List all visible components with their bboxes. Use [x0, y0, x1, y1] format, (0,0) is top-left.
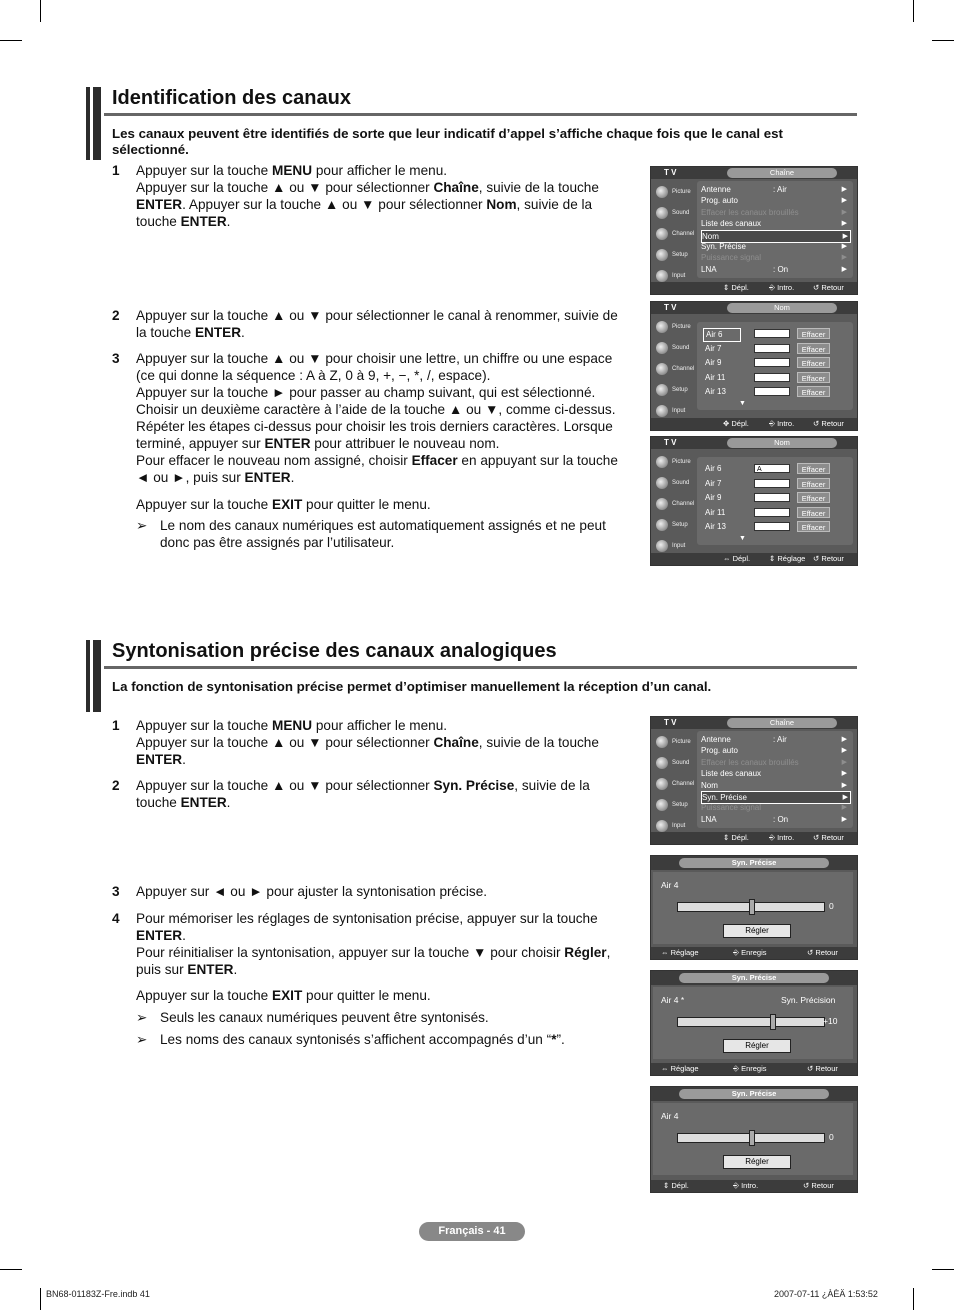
- menu-panel: [697, 731, 853, 828]
- sidebar-icon: [656, 519, 668, 531]
- sidebar-item: [654, 183, 694, 203]
- step-line: Appuyer sur la touche ▲ ou ▼ pour sélectionner Chaîne, suivie de la touche ENTER.: [136, 735, 599, 767]
- menu-item-label: Puissance signal: [701, 253, 762, 263]
- section-bar: [86, 640, 101, 712]
- footer-hint: ↺ Retour: [813, 554, 844, 563]
- arrow-right-icon: ▶: [841, 815, 847, 823]
- channel-row: [703, 343, 843, 355]
- step: [112, 350, 627, 486]
- menu-item-label: LNA: [701, 264, 717, 274]
- syn-value: 0: [829, 1132, 834, 1142]
- footer-hint: ⇕ Réglage: [769, 554, 806, 563]
- sidebar-item: [654, 246, 694, 266]
- channel-label: Air 6: [703, 328, 741, 342]
- step-line: Appuyer sur la touche ▲ ou ▼ pour choisir une lettre, un chiffre ou une espace (ce qui donne la séquence : A à Z, 0 à 9, +, −, *, /, espace).: [136, 351, 613, 383]
- step: [112, 162, 627, 230]
- syn-title: Syn. Précise: [679, 973, 829, 983]
- step-number: 1: [112, 718, 120, 733]
- menu-item-label: Syn. Précise: [701, 242, 746, 251]
- step-number: 2: [112, 778, 120, 793]
- menu-item-label: Prog. auto: [701, 196, 738, 206]
- tv-screen-syn-precise-2: [650, 970, 858, 1076]
- sidebar-label: Input: [672, 408, 686, 414]
- step: [112, 717, 627, 768]
- crop-mark: [40, 1288, 41, 1310]
- sidebar-label: Input: [672, 543, 686, 549]
- step-line: Pour mémoriser les réglages de syntonisation précise, appuyer sur la touche ENTER.: [136, 911, 598, 943]
- step-number: 3: [112, 884, 120, 899]
- tv-footer: [651, 1063, 857, 1075]
- step-line: Appuyer sur ◄ ou ► pour ajuster la syntonisation précise.: [136, 884, 488, 899]
- footer-hint: ⎆ Enregis: [733, 948, 767, 957]
- menu-item-value: : On: [773, 814, 789, 824]
- section-intro: La fonction de syntonisation précise permet d’optimiser manuellement la réception d’un canal.: [112, 679, 712, 694]
- channel-label: Air 7: [705, 343, 722, 353]
- erase-button: Effacer: [797, 343, 830, 354]
- tv-screen-chaine-syn: [650, 716, 858, 845]
- menu-item-label: Puissance signal: [701, 803, 762, 813]
- tv-label: T V: [664, 718, 677, 727]
- tv-screen-syn-precise-1: [650, 855, 858, 960]
- footer-hint: ⎆ Intro.: [733, 1181, 759, 1190]
- menu-item-label: LNA: [701, 814, 717, 824]
- sidebar-item: [654, 360, 694, 380]
- syn-panel: [653, 987, 853, 1059]
- channel-label: Air 11: [705, 507, 726, 517]
- name-field: [754, 479, 790, 488]
- sidebar-item: [654, 204, 694, 224]
- syn-slider-track: [677, 1017, 825, 1027]
- name-field: A: [754, 464, 790, 473]
- footer-hint: ⇔ Réglage: [661, 1064, 699, 1073]
- step-number: 2: [112, 308, 120, 323]
- sidebar-label: Setup: [672, 522, 688, 528]
- menu-item-label: Liste des canaux: [701, 769, 762, 779]
- sidebar-item: [654, 754, 694, 774]
- sidebar-item: [654, 775, 694, 795]
- scroll-down-icon: ▼: [739, 400, 746, 407]
- menu-item: [701, 241, 849, 252]
- step-number: 1: [112, 163, 120, 178]
- sidebar-icon: [656, 498, 668, 510]
- crop-mark: [0, 40, 22, 41]
- name-field: [754, 508, 790, 517]
- note: ➢ Seuls les canaux numériques peuvent être syntonisés.: [136, 1010, 489, 1025]
- syn-value: +10: [823, 1016, 838, 1026]
- footer-hint: ⇔ Réglage: [661, 948, 699, 957]
- syn-slider-thumb: [749, 1130, 755, 1146]
- step: [112, 910, 627, 978]
- name-panel: [697, 457, 853, 545]
- sidebar-label: Setup: [672, 802, 688, 808]
- tv-footer: [651, 418, 857, 430]
- tv-tab: Nom: [727, 303, 837, 313]
- crop-mark: [40, 0, 41, 22]
- syn-header: [651, 971, 857, 985]
- menu-item: [701, 802, 849, 813]
- menu-item-label: Nom: [701, 780, 718, 790]
- menu-item-label: Antenne: [701, 185, 731, 194]
- sidebar-icon: [656, 186, 668, 198]
- channel-row: [703, 463, 843, 475]
- sidebar-label: Sound: [672, 210, 690, 216]
- erase-button: Effacer: [797, 328, 830, 339]
- step-line: Appuyer sur la touche ▲ ou ▼ pour sélectionner le canal à renommer, suivie de la touche ENTER.: [136, 308, 618, 340]
- step-line: Appuyer sur la touche ▲ ou ▼ pour sélectionner Syn. Précise, suivie de la touche ENTER.: [136, 778, 590, 810]
- sidebar-icon: [656, 270, 668, 282]
- menu-item-label: Effacer les canaux brouillés: [701, 757, 799, 767]
- name-field: [754, 344, 790, 353]
- regler-button: Régler: [723, 1039, 791, 1053]
- channel-row: [703, 386, 843, 398]
- erase-button: Effacer: [797, 507, 830, 518]
- step-line: Pour effacer le nouveau nom assigné, choisir Effacer en appuyant sur la touche ◄ ou ►, puis sur ENTER.: [136, 453, 618, 485]
- menu-item: [701, 734, 849, 745]
- tv-footer: [651, 282, 857, 294]
- tv-footer: [651, 1180, 857, 1192]
- sidebar-label: Channel: [672, 366, 695, 372]
- exit-instruction: Appuyer sur la touche EXIT pour quitter le menu.: [136, 497, 431, 512]
- sidebar-icon: [656, 757, 668, 769]
- regler-button: Régler: [723, 1155, 791, 1169]
- syn-channel: Air 4: [661, 1111, 679, 1121]
- footer-hint: ✥ Dépl.: [723, 419, 749, 428]
- step-line: Appuyer sur la touche ▲ ou ▼ pour sélectionner Chaîne, suivie de la touche ENTER. Appuyer sur la touche ▲ ou ▼ pour sélectionner Nom, suivie de la touche ENTER.: [136, 180, 599, 229]
- sidebar-item: [654, 225, 694, 245]
- menu-item-label: Effacer les canaux brouillés: [701, 207, 799, 217]
- channel-row: [703, 328, 843, 340]
- channel-label: Air 9: [705, 358, 722, 367]
- arrow-right-icon: ▶: [841, 781, 847, 789]
- arrow-right-icon: ▶: [842, 794, 848, 801]
- menu-panel: [697, 181, 853, 278]
- tv-label: T V: [664, 303, 677, 312]
- tv-screen-syn-precise-3: [650, 1086, 858, 1193]
- syn-slider-track: [677, 902, 825, 912]
- menu-item: [701, 184, 849, 195]
- sidebar-icon: [656, 405, 668, 417]
- menu-item: [701, 780, 849, 791]
- channel-label: Air 6: [705, 464, 722, 473]
- name-field: [754, 522, 790, 531]
- menu-item: [701, 745, 849, 756]
- channel-row: [703, 507, 843, 519]
- channel-row: [703, 357, 843, 369]
- step: [112, 777, 627, 811]
- sidebar-label: Setup: [672, 252, 688, 258]
- sidebar-icon: [656, 342, 668, 354]
- tv-screen-nom-edit: [650, 436, 858, 566]
- step-line: Appuyer sur la touche MENU pour afficher le menu.: [136, 718, 448, 733]
- sidebar-icon: [656, 778, 668, 790]
- syn-value: 0: [829, 901, 834, 911]
- sidebar-label: Channel: [672, 231, 695, 237]
- syn-title: Syn. Précise: [679, 1089, 829, 1099]
- erase-button: Effacer: [797, 492, 830, 503]
- sidebar-label: Picture: [672, 324, 691, 330]
- step-line: Appuyer sur la touche MENU pour afficher le menu.: [136, 163, 448, 178]
- footer-hint: ⇕ Dépl.: [723, 833, 749, 842]
- syn-precision-label: Syn. Précision: [781, 995, 836, 1005]
- footer-hint: ↺ Retour: [803, 1181, 834, 1190]
- sidebar-label: Sound: [672, 480, 690, 486]
- channel-label: Air 13: [705, 387, 726, 396]
- tv-screen-nom-list: [650, 301, 858, 431]
- tv-header: [651, 302, 857, 314]
- menu-item-label: Liste des canaux: [701, 219, 762, 229]
- arrow-right-icon: ▶: [841, 770, 847, 778]
- arrow-right-icon: ▶: [841, 254, 847, 262]
- tv-screen-chaine-nom: [650, 166, 858, 295]
- tv-header: [651, 437, 857, 449]
- menu-item-label: Antenne: [701, 735, 731, 744]
- arrow-right-icon: ▶: [841, 186, 847, 193]
- footer-hint: ⎆ Intro.: [769, 283, 795, 292]
- channel-row: [703, 372, 843, 384]
- section-rule: [104, 666, 857, 669]
- syn-channel: Air 4 *: [661, 995, 685, 1005]
- sidebar-icon: [656, 321, 668, 333]
- footer-file: BN68-01183Z-Fre.indb 41: [46, 1289, 150, 1299]
- sidebar-label: Picture: [672, 189, 691, 195]
- sidebar-item: [654, 495, 694, 515]
- regler-button: Régler: [723, 924, 791, 938]
- tv-footer: [651, 947, 857, 959]
- menu-item: [701, 757, 849, 768]
- name-field: [754, 373, 790, 382]
- channel-label: Air 7: [705, 478, 722, 488]
- syn-header: [651, 856, 857, 870]
- arrow-right-icon: ▶: [841, 265, 847, 273]
- menu-item-label: Syn. Précise: [702, 793, 747, 802]
- erase-button: Effacer: [797, 521, 830, 532]
- channel-row: [703, 521, 843, 533]
- footer-hint: ↺ Retour: [813, 283, 844, 292]
- note: ➢ Les noms des canaux syntonisés s’affichent accompagnés d’un “*”.: [136, 1032, 565, 1047]
- syn-title: Syn. Précise: [679, 858, 829, 868]
- step-number: 3: [112, 351, 120, 366]
- footer-hint: ⇕ Dépl.: [663, 1181, 689, 1190]
- arrow-right-icon: ▶: [841, 747, 847, 755]
- name-panel: [697, 322, 853, 410]
- syn-slider-track: [677, 1133, 825, 1143]
- sidebar-item: [654, 381, 694, 401]
- menu-item: [701, 768, 849, 779]
- erase-button: Effacer: [797, 478, 830, 489]
- tv-header: [651, 167, 857, 179]
- sidebar-label: Input: [672, 823, 686, 829]
- arrow-right-icon: ▶: [841, 243, 847, 250]
- sidebar-label: Channel: [672, 781, 695, 787]
- sidebar-label: Sound: [672, 760, 690, 766]
- sidebar-label: Channel: [672, 501, 695, 507]
- crop-mark: [0, 1269, 22, 1270]
- crop-mark: [913, 0, 914, 22]
- step-number: 4: [112, 911, 120, 926]
- note-arrow-icon: ➢: [136, 1032, 148, 1047]
- crop-mark: [932, 1269, 954, 1270]
- name-field: [754, 329, 790, 338]
- tv-header: [651, 717, 857, 729]
- menu-item-value: : Air: [773, 735, 787, 744]
- sidebar-icon: [656, 207, 668, 219]
- footer-hint: ↺ Retour: [813, 419, 844, 428]
- crop-mark: [932, 40, 954, 41]
- tv-footer: [651, 553, 857, 565]
- sidebar-item: [654, 796, 694, 816]
- sidebar-icon: [656, 456, 668, 468]
- syn-panel: [653, 1103, 853, 1175]
- name-field: [754, 493, 790, 502]
- sidebar-icon: [656, 799, 668, 811]
- menu-item: [701, 814, 849, 825]
- tv-label: T V: [664, 168, 677, 177]
- tv-tab: Nom: [727, 438, 837, 448]
- note-arrow-icon: ➢: [136, 518, 148, 533]
- step: [112, 307, 627, 341]
- menu-item: [701, 264, 849, 275]
- crop-mark: [913, 1288, 914, 1310]
- erase-button: Effacer: [797, 463, 830, 474]
- sidebar-icon: [656, 228, 668, 240]
- sidebar-item: [654, 339, 694, 359]
- page-number: Français - 41: [419, 1222, 525, 1241]
- tv-label: T V: [664, 438, 677, 447]
- sidebar-icon: [656, 736, 668, 748]
- sidebar-item: [654, 733, 694, 753]
- arrow-right-icon: ▶: [841, 758, 847, 766]
- note-arrow-icon: ➢: [136, 1010, 148, 1025]
- erase-button: Effacer: [797, 386, 830, 397]
- sidebar-label: Input: [672, 273, 686, 279]
- exit-instruction: Appuyer sur la touche EXIT pour quitter le menu.: [136, 988, 431, 1003]
- menu-item-value: : Air: [773, 185, 787, 194]
- section-title: Syntonisation précise des canaux analogiques: [112, 640, 557, 662]
- arrow-right-icon: ▶: [842, 232, 848, 240]
- syn-slider-thumb: [770, 1014, 776, 1030]
- menu-item: [701, 252, 849, 263]
- erase-button: Effacer: [797, 357, 830, 368]
- sidebar-label: Picture: [672, 739, 691, 745]
- scroll-down-icon: ▼: [739, 535, 746, 542]
- name-field: [754, 387, 790, 396]
- channel-label: Air 9: [705, 493, 722, 502]
- section-bar: [86, 87, 101, 160]
- sidebar-label: Sound: [672, 345, 690, 351]
- footer-hint: ↺ Retour: [807, 1064, 838, 1073]
- syn-header: [651, 1087, 857, 1101]
- arrow-right-icon: ▶: [841, 220, 847, 228]
- footer-hint: ⎆ Enregis: [733, 1064, 767, 1073]
- sidebar-icon: [656, 477, 668, 489]
- tv-tab: Chaîne: [727, 718, 837, 728]
- step-line: Appuyer sur la touche ► pour passer au champ suivant, qui est sélectionné. Choisir un deuxième caractère à l’aide de la touche ▲ ou ▼, comme ci-dessus. Répéter les étapes ci-dessus pour choisir les trois derniers caractères. Lorsque terminé, appuyer sur ENTER pour attribuer le nouveau nom.: [136, 385, 616, 451]
- menu-item: [701, 207, 849, 218]
- footer-hint: ↺ Retour: [807, 948, 838, 957]
- sidebar-icon: [656, 249, 668, 261]
- channel-row: [703, 492, 843, 504]
- sidebar-icon: [656, 363, 668, 375]
- sidebar-icon: [656, 384, 668, 396]
- channel-label: Air 11: [705, 372, 726, 382]
- footer-hint: ⇔ Dépl.: [723, 554, 751, 563]
- tv-tab: Chaîne: [727, 168, 837, 178]
- step: [112, 883, 627, 900]
- footer-hint: ⎆ Intro.: [769, 419, 795, 428]
- note: ➢ Le nom des canaux numériques est automatiquement assignés et ne peut donc pas être assignés par l’utilisateur.: [136, 518, 606, 550]
- footer-hint: ⎆ Intro.: [769, 833, 795, 842]
- footer-hint: ↺ Retour: [813, 833, 844, 842]
- sidebar-label: Setup: [672, 387, 688, 393]
- menu-item-label: Prog. auto: [701, 746, 738, 756]
- sidebar-item: [654, 516, 694, 536]
- sidebar-icon: [656, 820, 668, 832]
- sidebar-item: [654, 474, 694, 494]
- tv-footer: [651, 832, 857, 844]
- sidebar-item: [654, 318, 694, 338]
- syn-panel: [653, 872, 853, 944]
- channel-row: [703, 478, 843, 490]
- arrow-right-icon: ▶: [841, 197, 847, 205]
- footer-hint: ⇕ Dépl.: [723, 283, 749, 292]
- sidebar-label: Picture: [672, 459, 691, 465]
- sidebar-item: [654, 453, 694, 473]
- name-field: [754, 358, 790, 367]
- arrow-right-icon: ▶: [841, 804, 847, 812]
- erase-button: Effacer: [797, 372, 830, 383]
- step-line: Pour réinitialiser la syntonisation, appuyer sur la touche ▼ pour choisir Régler, puis sur ENTER.: [136, 945, 611, 977]
- menu-item: [701, 218, 849, 229]
- arrow-right-icon: ▶: [841, 736, 847, 743]
- footer-date: 2007-07-11 ¿ÀÈÄ 1:53:52: [774, 1289, 878, 1299]
- section-title: Identification des canaux: [112, 87, 351, 109]
- menu-item-label: Nom: [702, 231, 719, 241]
- section-intro: Les canaux peuvent être identifiés de sorte que leur indicatif d’appel s’affiche chaque fois que le canal est sélectionné.: [112, 126, 783, 157]
- syn-channel: Air 4: [661, 880, 679, 890]
- arrow-right-icon: ▶: [841, 208, 847, 216]
- syn-slider-thumb: [749, 899, 755, 915]
- menu-item-value: : On: [773, 264, 789, 274]
- section-rule: [104, 113, 857, 116]
- sidebar-icon: [656, 540, 668, 552]
- menu-item: [701, 195, 849, 206]
- channel-label: Air 13: [705, 522, 726, 531]
